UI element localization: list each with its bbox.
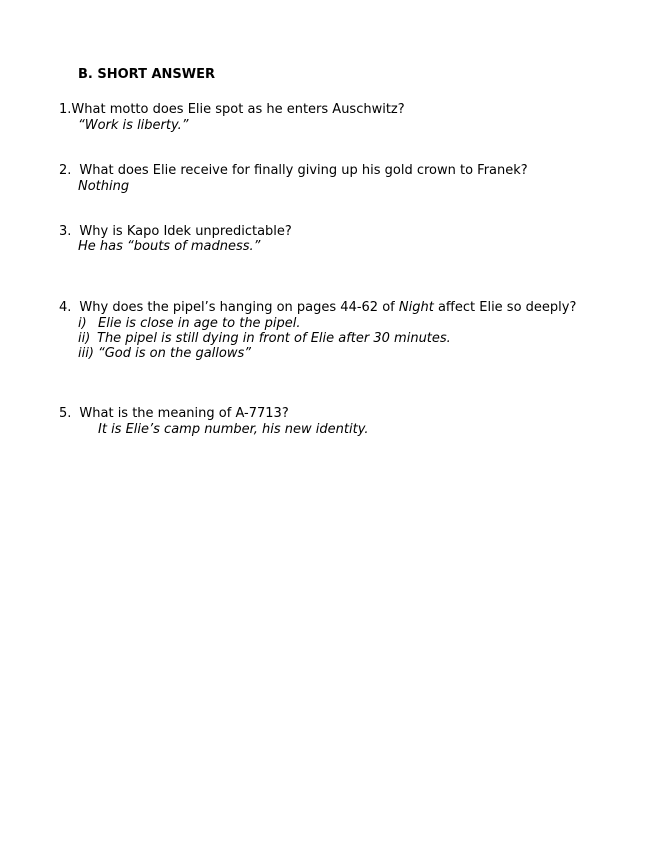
list-marker: iii)	[78, 346, 94, 361]
answer-text: “God is on the gallows”	[98, 346, 251, 361]
question-text: What does Elie receive for finally giving up his gold crown to Franek?	[79, 163, 528, 178]
answer-4-item	[78, 346, 251, 361]
book-title: Night	[398, 300, 434, 315]
question-number: 2.	[59, 163, 72, 178]
answer-3: He has “bouts of madness.”	[78, 239, 261, 254]
question-number: 3.	[59, 224, 72, 239]
answer-5: It is Elie’s camp number, his new identity.	[98, 422, 369, 437]
question-3	[59, 224, 292, 239]
list-marker: ii)	[78, 331, 91, 346]
list-marker: i)	[78, 316, 87, 331]
question-text: Why is Kapo Idek unpredictable?	[79, 224, 292, 239]
question-number: 4.	[59, 300, 72, 315]
answer-text: The pipel is still dying in front of Elie after 30 minutes.	[97, 331, 451, 346]
section-title: B. SHORT ANSWER	[78, 67, 216, 82]
question-text: What motto does Elie spot as he enters Auschwitz?	[71, 102, 405, 117]
answer-text: Elie is close in age to the pipel.	[98, 316, 301, 331]
question-text	[79, 300, 576, 315]
question-1	[59, 102, 405, 117]
question-text: What is the meaning of A-7713?	[79, 406, 289, 421]
question-5	[59, 406, 289, 421]
question-number: 5.	[59, 406, 72, 421]
answer-1: “Work is liberty.”	[78, 118, 189, 133]
answer-4-item	[78, 316, 301, 331]
question-text-part: affect Elie so deeply?	[433, 300, 577, 315]
question-text-part: Why does the pipel’s hanging on pages 44-62 of	[79, 300, 399, 315]
answer-2: Nothing	[78, 179, 130, 194]
question-4	[59, 300, 576, 315]
question-2	[59, 163, 528, 178]
answer-4-item	[78, 331, 451, 346]
question-number: 1.	[59, 102, 72, 117]
